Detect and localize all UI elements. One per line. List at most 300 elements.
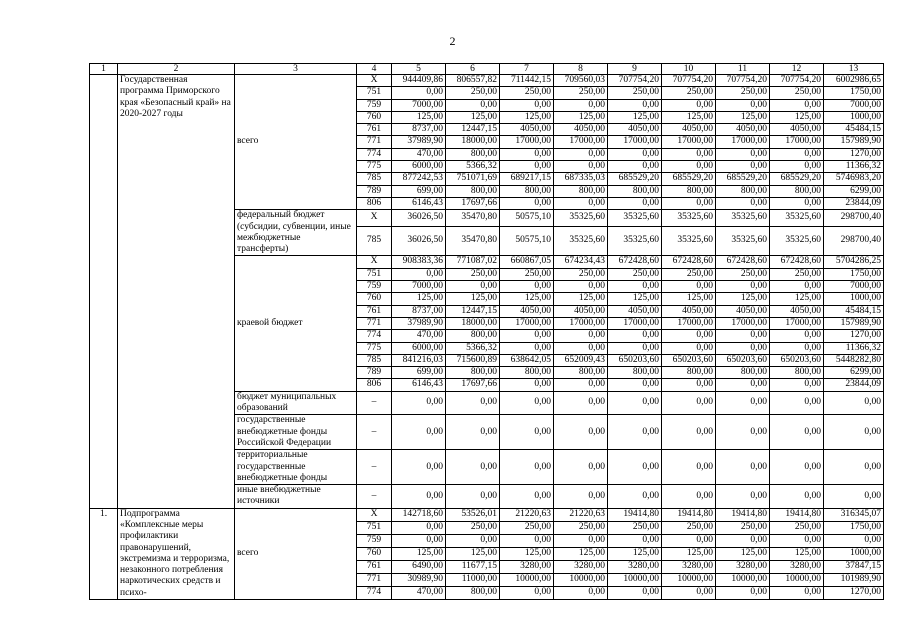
column-header: 6 bbox=[446, 64, 500, 75]
amount-cell: 8737,00 bbox=[392, 305, 446, 317]
amount-cell: 0,00 bbox=[608, 415, 662, 450]
amount-cell: 0,00 bbox=[662, 415, 716, 450]
column-header: 1 bbox=[90, 64, 118, 75]
amount-cell: 0,00 bbox=[608, 379, 662, 391]
kbk-code-cell: 806 bbox=[357, 379, 392, 391]
kbk-code-cell: 774 bbox=[357, 148, 392, 160]
amount-cell: 0,00 bbox=[554, 197, 608, 209]
amount-cell: 0,00 bbox=[446, 415, 500, 450]
amount-cell: 0,00 bbox=[662, 450, 716, 485]
amount-cell: 0,00 bbox=[554, 415, 608, 450]
kbk-code-cell: 760 bbox=[357, 547, 392, 560]
amount-cell: 125,00 bbox=[716, 547, 770, 560]
table-row bbox=[90, 75, 884, 87]
amount-cell: 11000,00 bbox=[446, 573, 500, 586]
amount-cell: 6000,00 bbox=[392, 161, 446, 173]
amount-cell: 17000,00 bbox=[716, 317, 770, 329]
amount-cell: 125,00 bbox=[554, 293, 608, 305]
amount-cell: 0,00 bbox=[554, 485, 608, 509]
amount-cell: 699,00 bbox=[392, 367, 446, 379]
amount-cell: 17000,00 bbox=[662, 136, 716, 148]
amount-cell: 18000,00 bbox=[446, 136, 500, 148]
amount-cell: 800,00 bbox=[554, 367, 608, 379]
amount-cell: 0,00 bbox=[554, 281, 608, 293]
amount-cell: 685529,20 bbox=[608, 173, 662, 185]
amount-cell: 17000,00 bbox=[500, 317, 554, 329]
amount-cell: 0,00 bbox=[770, 281, 824, 293]
amount-cell: 0,00 bbox=[446, 450, 500, 485]
amount-cell: 650203,60 bbox=[770, 354, 824, 366]
amount-cell: 806557,82 bbox=[446, 75, 500, 87]
amount-cell: 7000,00 bbox=[392, 99, 446, 111]
amount-cell: 0,00 bbox=[662, 485, 716, 509]
amount-cell: 0,00 bbox=[392, 415, 446, 450]
amount-cell: 250,00 bbox=[608, 268, 662, 280]
amount-cell: 5704286,25 bbox=[824, 256, 884, 268]
amount-cell: 3280,00 bbox=[716, 560, 770, 573]
amount-cell: 0,00 bbox=[608, 485, 662, 509]
amount-cell: 17697,66 bbox=[446, 379, 500, 391]
kbk-code-cell: 761 bbox=[357, 305, 392, 317]
amount-cell: 0,00 bbox=[662, 379, 716, 391]
amount-cell: 5366,32 bbox=[446, 342, 500, 354]
kbk-code-cell: 771 bbox=[357, 136, 392, 148]
funding-source-federal: федеральный бюджет (субсидии, субвенции, иные межбюджетные трансферты) bbox=[235, 210, 357, 256]
amount-cell: 3280,00 bbox=[662, 560, 716, 573]
amount-cell: 0,00 bbox=[554, 148, 608, 160]
amount-cell: 4050,00 bbox=[716, 124, 770, 136]
amount-cell: 800,00 bbox=[716, 185, 770, 197]
amount-cell: 0,00 bbox=[608, 534, 662, 547]
amount-cell: 45484,15 bbox=[824, 124, 884, 136]
column-header: 11 bbox=[716, 64, 770, 75]
amount-cell: 250,00 bbox=[500, 87, 554, 99]
amount-cell: 316345,07 bbox=[824, 508, 884, 521]
amount-cell: 877242,53 bbox=[392, 173, 446, 185]
amount-cell: 0,00 bbox=[662, 342, 716, 354]
amount-cell: 672428,60 bbox=[770, 256, 824, 268]
amount-cell: 1000,00 bbox=[824, 111, 884, 123]
amount-cell: 5746983,20 bbox=[824, 173, 884, 185]
amount-cell: 6146,43 bbox=[392, 379, 446, 391]
kbk-code-cell: 761 bbox=[357, 560, 392, 573]
column-header: 5 bbox=[392, 64, 446, 75]
funding-source-offbudget: государственные внебюджетные фонды Российской Федерации bbox=[235, 415, 357, 450]
amount-cell: 800,00 bbox=[770, 367, 824, 379]
amount-cell: 1750,00 bbox=[824, 268, 884, 280]
subprogram-title-cell: Подпрограмма «Комплексные меры профилактики правонарушений, экстремизма и терроризма, незаконного потребления наркотических средств и психо- bbox=[118, 508, 235, 599]
amount-cell: 0,00 bbox=[662, 330, 716, 342]
amount-cell: 0,00 bbox=[716, 450, 770, 485]
amount-cell: 0,00 bbox=[554, 161, 608, 173]
amount-cell: 4050,00 bbox=[554, 124, 608, 136]
amount-cell: 0,00 bbox=[662, 391, 716, 415]
kbk-code-cell: 751 bbox=[357, 521, 392, 534]
amount-cell: 687335,03 bbox=[554, 173, 608, 185]
amount-cell: 125,00 bbox=[770, 293, 824, 305]
kbk-code-cell: 751 bbox=[357, 87, 392, 99]
amount-cell: 0,00 bbox=[392, 391, 446, 415]
amount-cell: 10000,00 bbox=[500, 573, 554, 586]
amount-cell: 707754,20 bbox=[716, 75, 770, 87]
amount-cell: 944409,86 bbox=[392, 75, 446, 87]
amount-cell: 1270,00 bbox=[824, 148, 884, 160]
amount-cell: 800,00 bbox=[500, 367, 554, 379]
amount-cell: 652009,43 bbox=[554, 354, 608, 366]
amount-cell: 4050,00 bbox=[554, 305, 608, 317]
amount-cell: 125,00 bbox=[770, 547, 824, 560]
amount-cell: 8737,00 bbox=[392, 124, 446, 136]
amount-cell: 0,00 bbox=[608, 342, 662, 354]
amount-cell: 0,00 bbox=[824, 534, 884, 547]
kbk-code-cell: 759 bbox=[357, 281, 392, 293]
amount-cell: 3280,00 bbox=[500, 560, 554, 573]
table-row bbox=[90, 508, 884, 521]
kbk-code-cell: 785 bbox=[357, 226, 392, 256]
amount-cell: 0,00 bbox=[446, 99, 500, 111]
amount-cell: 35325,60 bbox=[608, 226, 662, 256]
amount-cell: 37847,15 bbox=[824, 560, 884, 573]
amount-cell: 650203,60 bbox=[716, 354, 770, 366]
amount-cell: 4050,00 bbox=[716, 305, 770, 317]
amount-cell: 800,00 bbox=[446, 586, 500, 599]
kbk-code-cell: 789 bbox=[357, 367, 392, 379]
amount-cell: 250,00 bbox=[662, 521, 716, 534]
amount-cell: 3280,00 bbox=[608, 560, 662, 573]
amount-cell: 35325,60 bbox=[770, 226, 824, 256]
amount-cell: 4050,00 bbox=[500, 124, 554, 136]
amount-cell: 10000,00 bbox=[554, 573, 608, 586]
amount-cell: 250,00 bbox=[770, 87, 824, 99]
amount-cell: 0,00 bbox=[716, 281, 770, 293]
amount-cell: 470,00 bbox=[392, 148, 446, 160]
kbk-code-cell: – bbox=[357, 415, 392, 450]
amount-cell: 685529,20 bbox=[716, 173, 770, 185]
amount-cell: 50575,10 bbox=[500, 226, 554, 256]
amount-cell: 0,00 bbox=[500, 534, 554, 547]
kbk-code-cell: 761 bbox=[357, 124, 392, 136]
amount-cell: 0,00 bbox=[716, 330, 770, 342]
amount-cell: 0,00 bbox=[716, 415, 770, 450]
amount-cell: 1000,00 bbox=[824, 293, 884, 305]
amount-cell: 250,00 bbox=[500, 268, 554, 280]
amount-cell: 45484,15 bbox=[824, 305, 884, 317]
amount-cell: 660867,05 bbox=[500, 256, 554, 268]
amount-cell: 0,00 bbox=[608, 450, 662, 485]
amount-cell: 674234,43 bbox=[554, 256, 608, 268]
amount-cell: 841216,03 bbox=[392, 354, 446, 366]
amount-cell: 0,00 bbox=[500, 197, 554, 209]
amount-cell: 0,00 bbox=[770, 99, 824, 111]
amount-cell: 470,00 bbox=[392, 330, 446, 342]
kbk-code-cell: 760 bbox=[357, 293, 392, 305]
amount-cell: 125,00 bbox=[716, 111, 770, 123]
amount-cell: 0,00 bbox=[716, 534, 770, 547]
row-number-cell bbox=[90, 75, 118, 509]
amount-cell: 10000,00 bbox=[662, 573, 716, 586]
amount-cell: 0,00 bbox=[770, 148, 824, 160]
amount-cell: 250,00 bbox=[770, 268, 824, 280]
amount-cell: 0,00 bbox=[554, 586, 608, 599]
kbk-code-cell: 759 bbox=[357, 534, 392, 547]
funding-source-total: всего bbox=[235, 75, 357, 210]
amount-cell: 250,00 bbox=[770, 521, 824, 534]
amount-cell: 0,00 bbox=[716, 391, 770, 415]
amount-cell: 470,00 bbox=[392, 586, 446, 599]
amount-cell: 125,00 bbox=[392, 111, 446, 123]
amount-cell: 800,00 bbox=[554, 185, 608, 197]
amount-cell: 0,00 bbox=[554, 450, 608, 485]
amount-cell: 0,00 bbox=[392, 521, 446, 534]
amount-cell: 125,00 bbox=[500, 111, 554, 123]
amount-cell: 19414,80 bbox=[770, 508, 824, 521]
amount-cell: 4050,00 bbox=[608, 124, 662, 136]
amount-cell: 0,00 bbox=[662, 281, 716, 293]
amount-cell: 11366,32 bbox=[824, 161, 884, 173]
amount-cell: 0,00 bbox=[446, 281, 500, 293]
amount-cell: 715600,89 bbox=[446, 354, 500, 366]
amount-cell: 0,00 bbox=[824, 391, 884, 415]
amount-cell: 6002986,65 bbox=[824, 75, 884, 87]
amount-cell: 0,00 bbox=[608, 99, 662, 111]
amount-cell: 0,00 bbox=[716, 342, 770, 354]
amount-cell: 250,00 bbox=[554, 268, 608, 280]
amount-cell: 37989,90 bbox=[392, 317, 446, 329]
amount-cell: 0,00 bbox=[500, 379, 554, 391]
amount-cell: 0,00 bbox=[392, 87, 446, 99]
kbk-code-cell: – bbox=[357, 485, 392, 509]
amount-cell: 0,00 bbox=[662, 161, 716, 173]
amount-cell: 0,00 bbox=[446, 485, 500, 509]
amount-cell: 250,00 bbox=[716, 521, 770, 534]
amount-cell: 0,00 bbox=[500, 148, 554, 160]
amount-cell: 19414,80 bbox=[716, 508, 770, 521]
amount-cell: 0,00 bbox=[608, 161, 662, 173]
amount-cell: 35325,60 bbox=[662, 210, 716, 227]
amount-cell: 0,00 bbox=[554, 379, 608, 391]
funding-source-territorial: территориальные государственные внебюджетные фонды bbox=[235, 450, 357, 485]
program-title-cell: Государственная программа Приморского края «Безопасный край» на 2020-2027 годы bbox=[118, 75, 235, 509]
amount-cell: 0,00 bbox=[500, 415, 554, 450]
amount-cell: 0,00 bbox=[770, 391, 824, 415]
amount-cell: 125,00 bbox=[716, 293, 770, 305]
amount-cell: 17000,00 bbox=[716, 136, 770, 148]
kbk-code-cell: – bbox=[357, 391, 392, 415]
amount-cell: 4050,00 bbox=[662, 305, 716, 317]
amount-cell: 0,00 bbox=[500, 342, 554, 354]
kbk-code-cell: 789 bbox=[357, 185, 392, 197]
column-header: 10 bbox=[662, 64, 716, 75]
amount-cell: 125,00 bbox=[500, 293, 554, 305]
amount-cell: 0,00 bbox=[608, 330, 662, 342]
amount-cell: 4050,00 bbox=[608, 305, 662, 317]
amount-cell: 711442,15 bbox=[500, 75, 554, 87]
amount-cell: 12447,15 bbox=[446, 305, 500, 317]
amount-cell: 800,00 bbox=[500, 185, 554, 197]
amount-cell: 12447,15 bbox=[446, 124, 500, 136]
amount-cell: 0,00 bbox=[770, 450, 824, 485]
amount-cell: 125,00 bbox=[662, 111, 716, 123]
amount-cell: 37989,90 bbox=[392, 136, 446, 148]
amount-cell: 1750,00 bbox=[824, 521, 884, 534]
amount-cell: 0,00 bbox=[770, 161, 824, 173]
amount-cell: 685529,20 bbox=[770, 173, 824, 185]
kbk-code-cell: 775 bbox=[357, 161, 392, 173]
amount-cell: 0,00 bbox=[500, 586, 554, 599]
amount-cell: 1270,00 bbox=[824, 330, 884, 342]
amount-cell: 800,00 bbox=[446, 185, 500, 197]
amount-cell: 800,00 bbox=[716, 367, 770, 379]
amount-cell: 1270,00 bbox=[824, 586, 884, 599]
amount-cell: 6299,00 bbox=[824, 185, 884, 197]
amount-cell: 672428,60 bbox=[716, 256, 770, 268]
amount-cell: 23844,09 bbox=[824, 197, 884, 209]
kbk-code-cell: 785 bbox=[357, 354, 392, 366]
amount-cell: 250,00 bbox=[608, 521, 662, 534]
amount-cell: 10000,00 bbox=[770, 573, 824, 586]
amount-cell: 17000,00 bbox=[500, 136, 554, 148]
kbk-code-cell: 774 bbox=[357, 586, 392, 599]
amount-cell: 250,00 bbox=[554, 87, 608, 99]
column-header: 9 bbox=[608, 64, 662, 75]
amount-cell: 800,00 bbox=[446, 367, 500, 379]
amount-cell: 0,00 bbox=[716, 148, 770, 160]
amount-cell: 35470,80 bbox=[446, 210, 500, 227]
amount-cell: 4050,00 bbox=[500, 305, 554, 317]
amount-cell: 0,00 bbox=[500, 161, 554, 173]
amount-cell: 4050,00 bbox=[770, 124, 824, 136]
amount-cell: 250,00 bbox=[716, 87, 770, 99]
amount-cell: 650203,60 bbox=[662, 354, 716, 366]
amount-cell: 11366,32 bbox=[824, 342, 884, 354]
amount-cell: 771087,02 bbox=[446, 256, 500, 268]
amount-cell: 250,00 bbox=[554, 521, 608, 534]
header-row bbox=[90, 64, 884, 75]
column-header: 4 bbox=[357, 64, 392, 75]
amount-cell: 50575,10 bbox=[500, 210, 554, 227]
amount-cell: 709560,03 bbox=[554, 75, 608, 87]
amount-cell: 0,00 bbox=[500, 485, 554, 509]
amount-cell: 707754,20 bbox=[608, 75, 662, 87]
amount-cell: 0,00 bbox=[770, 586, 824, 599]
amount-cell: 0,00 bbox=[608, 148, 662, 160]
amount-cell: 0,00 bbox=[500, 281, 554, 293]
amount-cell: 250,00 bbox=[446, 87, 500, 99]
amount-cell: 101989,90 bbox=[824, 573, 884, 586]
column-header: 3 bbox=[235, 64, 357, 75]
amount-cell: 125,00 bbox=[554, 111, 608, 123]
amount-cell: 0,00 bbox=[392, 268, 446, 280]
amount-cell: 638642,05 bbox=[500, 354, 554, 366]
amount-cell: 125,00 bbox=[608, 111, 662, 123]
amount-cell: 0,00 bbox=[554, 330, 608, 342]
amount-cell: 0,00 bbox=[392, 450, 446, 485]
amount-cell: 35325,60 bbox=[770, 210, 824, 227]
amount-cell: 908383,36 bbox=[392, 256, 446, 268]
amount-cell: 11677,15 bbox=[446, 560, 500, 573]
amount-cell: 17000,00 bbox=[608, 136, 662, 148]
amount-cell: 0,00 bbox=[716, 379, 770, 391]
amount-cell: 250,00 bbox=[662, 87, 716, 99]
amount-cell: 0,00 bbox=[662, 197, 716, 209]
amount-cell: 17000,00 bbox=[770, 317, 824, 329]
kbk-code-cell: 771 bbox=[357, 573, 392, 586]
amount-cell: 0,00 bbox=[716, 99, 770, 111]
amount-cell: 707754,20 bbox=[662, 75, 716, 87]
amount-cell: 751071,69 bbox=[446, 173, 500, 185]
amount-cell: 0,00 bbox=[500, 450, 554, 485]
kbk-code-cell: X bbox=[357, 210, 392, 227]
amount-cell: 7000,00 bbox=[824, 99, 884, 111]
amount-cell: 800,00 bbox=[662, 185, 716, 197]
amount-cell: 125,00 bbox=[662, 293, 716, 305]
amount-cell: 18000,00 bbox=[446, 317, 500, 329]
amount-cell: 23844,09 bbox=[824, 379, 884, 391]
amount-cell: 125,00 bbox=[392, 547, 446, 560]
amount-cell: 0,00 bbox=[554, 342, 608, 354]
funding-source-municipal: бюджет муниципальных образований bbox=[235, 391, 357, 415]
amount-cell: 0,00 bbox=[770, 197, 824, 209]
amount-cell: 0,00 bbox=[770, 534, 824, 547]
amount-cell: 0,00 bbox=[824, 485, 884, 509]
column-header: 12 bbox=[770, 64, 824, 75]
amount-cell: 0,00 bbox=[770, 485, 824, 509]
amount-cell: 21220,63 bbox=[554, 508, 608, 521]
amount-cell: 53526,01 bbox=[446, 508, 500, 521]
amount-cell: 0,00 bbox=[500, 391, 554, 415]
kbk-code-cell: 759 bbox=[357, 99, 392, 111]
kbk-code-cell: 774 bbox=[357, 330, 392, 342]
amount-cell: 17000,00 bbox=[554, 317, 608, 329]
amount-cell: 19414,80 bbox=[662, 508, 716, 521]
amount-cell: 17000,00 bbox=[608, 317, 662, 329]
amount-cell: 19414,80 bbox=[608, 508, 662, 521]
amount-cell: 35325,60 bbox=[608, 210, 662, 227]
amount-cell: 125,00 bbox=[500, 547, 554, 560]
amount-cell: 0,00 bbox=[608, 281, 662, 293]
amount-cell: 157989,90 bbox=[824, 317, 884, 329]
column-header: 8 bbox=[554, 64, 608, 75]
amount-cell: 250,00 bbox=[446, 521, 500, 534]
amount-cell: 0,00 bbox=[770, 330, 824, 342]
amount-cell: 6146,43 bbox=[392, 197, 446, 209]
amount-cell: 800,00 bbox=[770, 185, 824, 197]
amount-cell: 3280,00 bbox=[770, 560, 824, 573]
amount-cell: 4050,00 bbox=[662, 124, 716, 136]
column-header: 2 bbox=[118, 64, 235, 75]
amount-cell: 35325,60 bbox=[662, 226, 716, 256]
amount-cell: 0,00 bbox=[716, 485, 770, 509]
amount-cell: 0,00 bbox=[500, 330, 554, 342]
amount-cell: 4050,00 bbox=[770, 305, 824, 317]
amount-cell: 0,00 bbox=[662, 148, 716, 160]
amount-cell: 5366,32 bbox=[446, 161, 500, 173]
amount-cell: 672428,60 bbox=[662, 256, 716, 268]
amount-cell: 6490,00 bbox=[392, 560, 446, 573]
funding-source-regional: краевой бюджет bbox=[235, 256, 357, 391]
amount-cell: 650203,60 bbox=[608, 354, 662, 366]
amount-cell: 125,00 bbox=[554, 547, 608, 560]
amount-cell: 3280,00 bbox=[554, 560, 608, 573]
amount-cell: 6000,00 bbox=[392, 342, 446, 354]
amount-cell: 0,00 bbox=[662, 586, 716, 599]
amount-cell: 35325,60 bbox=[716, 226, 770, 256]
funding-source-other: иные внебюджетные источники bbox=[235, 485, 357, 509]
amount-cell: 0,00 bbox=[662, 534, 716, 547]
amount-cell: 0,00 bbox=[716, 586, 770, 599]
amount-cell: 0,00 bbox=[554, 391, 608, 415]
amount-cell: 0,00 bbox=[392, 534, 446, 547]
